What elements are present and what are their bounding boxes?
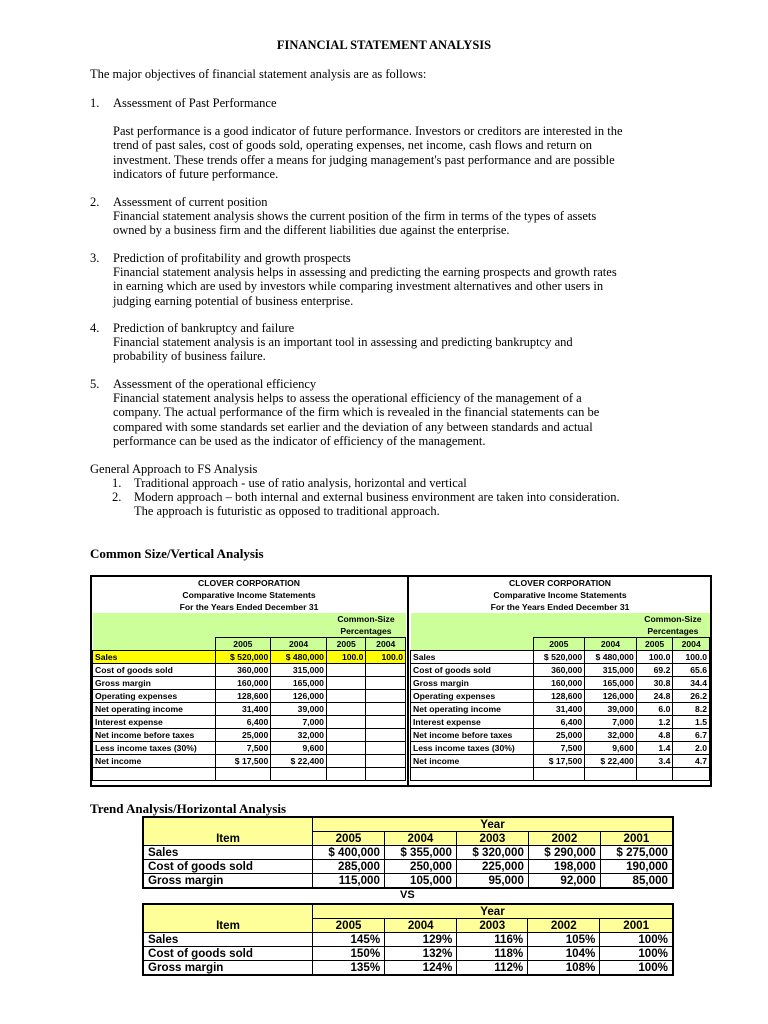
amount-cell: $ 22,400 (585, 755, 637, 768)
objective-number: 1. (90, 96, 100, 110)
row-label: Operating expenses (93, 690, 216, 703)
amount-cell: 25,000 (215, 729, 271, 742)
amount-cell: $ 480,000 (585, 651, 637, 664)
objective-body (90, 391, 730, 448)
approach-item (112, 476, 732, 490)
trend-amounts-table (142, 816, 674, 889)
amount-cell: 126,000 (271, 690, 327, 703)
table-row (143, 961, 673, 976)
table-row (143, 860, 673, 874)
objective-item (90, 195, 730, 238)
year-row (93, 638, 406, 651)
row-label: Gross margin (143, 874, 313, 889)
year-header: 2005 (326, 638, 366, 651)
row-label: Net operating income (93, 703, 216, 716)
objective-heading: Assessment of Past Performance (113, 96, 277, 110)
amount-cell: $ 22,400 (271, 755, 327, 768)
percent-cell: 30.8 (636, 677, 673, 690)
row-label: Less income taxes (30%) (93, 742, 216, 755)
blank-cell (585, 768, 637, 781)
objective-body (90, 124, 730, 181)
statement-subtitle: Comparative Income Statements (182, 590, 316, 600)
approach-line: Modern approach – both internal and external business environment are taken into consideration. (134, 490, 620, 505)
body-line: probability of business failure. (113, 349, 266, 364)
blank-cell (215, 768, 271, 781)
year-label: Year (313, 817, 674, 832)
percent-cell (326, 742, 366, 755)
row-label: Gross margin (411, 677, 534, 690)
amount-cell: 25,000 (533, 729, 585, 742)
percent-cell: 1.4 (636, 742, 673, 755)
value-cell: 250,000 (384, 860, 456, 874)
table-row (93, 742, 406, 755)
approach-line: The approach is futuristic as opposed to traditional approach. (134, 504, 440, 519)
cs-header: Percentages (636, 625, 709, 638)
value-cell: 198,000 (528, 860, 600, 874)
year-header: 2003 (457, 919, 528, 933)
objective-item (90, 96, 730, 181)
amount-cell: 6,400 (215, 716, 271, 729)
trend-percents-table (142, 903, 674, 976)
item-header: Item (143, 832, 313, 846)
trend-title: Trend Analysis/Horizontal Analysis (90, 801, 287, 816)
row-label: Net income before taxes (411, 729, 534, 742)
percent-cell (326, 703, 366, 716)
body-line: Financial statement analysis helps in assessing and predicting the earning prospects and growth rates (113, 265, 617, 280)
year-header: 2004 (385, 919, 457, 933)
objective-body (90, 335, 730, 363)
column-header-row (143, 919, 673, 933)
value-cell: 129% (385, 933, 457, 947)
percent-cell (326, 690, 366, 703)
percent-cell (326, 716, 366, 729)
percent-cell: 100.0 (673, 651, 710, 664)
percent-cell: 6.0 (636, 703, 673, 716)
table-row (411, 664, 710, 677)
approach-list (112, 476, 732, 519)
blank-cell (636, 768, 673, 781)
body-line: judging earning potential of business enterprise. (113, 293, 354, 308)
value-cell: 105,000 (384, 874, 456, 889)
amount-cell: $ 17,500 (533, 755, 585, 768)
cs-header: Percentages (326, 625, 405, 638)
table-row (411, 703, 710, 716)
row-label: Net income (411, 755, 534, 768)
amount-cell: 7,500 (215, 742, 271, 755)
year-header: 2003 (456, 832, 528, 846)
percent-cell: 6.7 (673, 729, 710, 742)
body-line: performance can be used as the indicator of efficiency of the management. (113, 433, 486, 448)
body-line: owned by a business firm and the different liabilities due against the enterprise. (113, 223, 510, 238)
table-title-row (93, 601, 406, 613)
amount-cell: 315,000 (271, 664, 327, 677)
row-label: Cost of goods sold (143, 947, 313, 961)
body-line: investment. These trends offer a means for judging management's past performance and are possible (113, 152, 615, 167)
amount-cell: $ 520,000 (533, 651, 585, 664)
blank-cell (93, 768, 216, 781)
approach-number: 2. (112, 490, 122, 505)
objective-number: 5. (90, 377, 100, 391)
table-row (93, 651, 406, 664)
amount-cell: 39,000 (271, 703, 327, 716)
percent-cell: 65.6 (673, 664, 710, 677)
year-header: 2004 (673, 638, 710, 651)
year-header: 2005 (313, 919, 385, 933)
percent-cell: 24.8 (636, 690, 673, 703)
amount-cell: 7,000 (585, 716, 637, 729)
value-cell: 225,000 (456, 860, 528, 874)
value-cell: 190,000 (600, 860, 673, 874)
value-cell: $ 320,000 (456, 846, 528, 860)
value-cell: 85,000 (600, 874, 673, 889)
objective-heading: Assessment of the operational efficiency (113, 377, 317, 391)
value-cell: 115,000 (313, 874, 385, 889)
value-cell: 100% (600, 947, 673, 961)
table-row (411, 742, 710, 755)
percent-cell: 3.4 (636, 755, 673, 768)
percent-cell (366, 677, 406, 690)
table-row (93, 690, 406, 703)
value-cell: 105% (528, 933, 600, 947)
body-line: Financial statement analysis is an important tool in assessing and predicting bankruptcy and (113, 335, 573, 350)
table-row (143, 933, 673, 947)
percent-cell: 8.2 (673, 703, 710, 716)
row-label: Sales (143, 846, 313, 860)
year-header: 2002 (528, 832, 600, 846)
amount-cell: 32,000 (271, 729, 327, 742)
vs-label: VS (400, 889, 415, 901)
body-line: compared with some standards set earlier and the deviation of any between standards and actual (113, 419, 593, 434)
company-name: CLOVER CORPORATION (197, 578, 300, 588)
percent-cell (366, 755, 406, 768)
common-size-divider (407, 575, 409, 787)
percent-cell: 100.0 (636, 651, 673, 664)
value-cell: 150% (313, 947, 385, 961)
table-title-row (411, 589, 710, 601)
value-cell: $ 400,000 (313, 846, 385, 860)
table-row (411, 690, 710, 703)
table-title-row (411, 601, 710, 613)
body-line: in earning which are used by investors while comparing investment alternatives and other users in (113, 279, 604, 294)
year-header: 2004 (384, 832, 456, 846)
approach-item (112, 490, 732, 518)
table-row (93, 755, 406, 768)
blank-cell (411, 638, 534, 651)
row-label: Less income taxes (30%) (411, 742, 534, 755)
percent-cell: 34.4 (673, 677, 710, 690)
approach-number: 1. (112, 476, 122, 490)
amount-cell: $ 480,000 (271, 651, 327, 664)
value-cell: 132% (385, 947, 457, 961)
amount-cell: 31,400 (215, 703, 271, 716)
statement-subtitle: Comparative Income Statements (493, 590, 627, 600)
table-row (411, 729, 710, 742)
percent-cell: 100.0 (366, 651, 406, 664)
table-row (411, 651, 710, 664)
blank-cell (93, 613, 327, 625)
body-line: indicators of future performance. (113, 166, 279, 181)
objective-item (90, 321, 730, 364)
amount-cell: 7,000 (271, 716, 327, 729)
table-row (93, 729, 406, 742)
objective-heading: Assessment of current position (113, 195, 268, 209)
header-row (93, 613, 406, 625)
year-header: 2001 (600, 832, 673, 846)
objective-item (90, 377, 730, 448)
statement-period: For the Years Ended December 31 (490, 602, 630, 612)
blank-cell (411, 613, 637, 625)
amount-cell: 165,000 (271, 677, 327, 690)
objective-number: 3. (90, 251, 100, 265)
amount-cell: 165,000 (585, 677, 637, 690)
amount-cell: 9,600 (271, 742, 327, 755)
year-label: Year (313, 904, 674, 919)
year-header: 2004 (366, 638, 406, 651)
amount-cell: 315,000 (585, 664, 637, 677)
blank-cell (271, 768, 327, 781)
value-cell: 145% (313, 933, 385, 947)
column-header-row (143, 832, 673, 846)
objective-body (90, 209, 730, 237)
amount-cell: $ 520,000 (215, 651, 271, 664)
row-label: Interest expense (93, 716, 216, 729)
amount-cell: 360,000 (215, 664, 271, 677)
cs-header: Common-Size (326, 613, 405, 625)
header-row (411, 625, 710, 638)
row-label: Net income (93, 755, 216, 768)
body-line: Past performance is a good indicator of future performance. Investors or creditors are interested in the (113, 124, 623, 139)
row-label: Cost of goods sold (143, 860, 313, 874)
approach-line: Traditional approach - use of ratio analysis, horizontal and vertical (134, 476, 467, 490)
percent-cell (366, 690, 406, 703)
objective-number: 2. (90, 195, 100, 209)
percent-cell: 1.2 (636, 716, 673, 729)
year-header: 2005 (313, 832, 385, 846)
blank-cell (673, 768, 710, 781)
header-row (93, 625, 406, 638)
page-title: FINANCIAL STATEMENT ANALYSIS (276, 38, 492, 52)
blank-cell (93, 638, 216, 651)
amount-cell: 39,000 (585, 703, 637, 716)
amount-cell: 360,000 (533, 664, 585, 677)
table-row (93, 664, 406, 677)
percent-cell (326, 664, 366, 677)
value-cell: 100% (600, 933, 673, 947)
table-row (93, 677, 406, 690)
company-name: CLOVER CORPORATION (508, 578, 611, 588)
percent-cell (366, 716, 406, 729)
year-header: 2005 (636, 638, 673, 651)
value-cell: 112% (457, 961, 528, 976)
percent-cell: 69.2 (636, 664, 673, 677)
amount-cell: 160,000 (215, 677, 271, 690)
blank-cell (533, 768, 585, 781)
percent-cell (326, 729, 366, 742)
common-size-table-left (92, 577, 406, 781)
value-cell: 100% (600, 961, 673, 976)
blank-cell (143, 904, 313, 919)
year-header: 2002 (528, 919, 600, 933)
amount-cell: 128,600 (533, 690, 585, 703)
blank-cell (143, 817, 313, 832)
row-label: Cost of goods sold (411, 664, 534, 677)
common-size-title: Common Size/Vertical Analysis (90, 546, 264, 561)
blank-cell (411, 768, 534, 781)
row-label: Sales (93, 651, 216, 664)
percent-cell (366, 729, 406, 742)
value-cell: 285,000 (313, 860, 385, 874)
table-row (143, 947, 673, 961)
value-cell: 116% (457, 933, 528, 947)
table-title-row (411, 577, 710, 589)
table-row (411, 716, 710, 729)
percent-cell (366, 664, 406, 677)
objective-heading: Prediction of profitability and growth prospects (113, 251, 351, 265)
body-line: company. The actual performance of the firm which is revealed in the financial statements can be (113, 405, 600, 420)
amount-cell: 31,400 (533, 703, 585, 716)
objective-item (90, 251, 730, 308)
approach-heading: General Approach to FS Analysis (90, 462, 258, 476)
blank-cell (93, 625, 327, 638)
amount-cell: 6,400 (533, 716, 585, 729)
value-cell: 118% (457, 947, 528, 961)
year-label-row (143, 904, 673, 919)
value-cell: 108% (528, 961, 600, 976)
value-cell: $ 355,000 (384, 846, 456, 860)
amount-cell: 7,500 (533, 742, 585, 755)
body-line: Financial statement analysis helps to assess the operational efficiency of the management of a (113, 391, 582, 406)
percent-cell: 100.0 (326, 651, 366, 664)
table-row (93, 703, 406, 716)
table-title-row (93, 577, 406, 589)
table-row (93, 716, 406, 729)
blank-row (93, 768, 406, 781)
amount-cell: 9,600 (585, 742, 637, 755)
year-header: 2004 (271, 638, 327, 651)
table-title-row (93, 589, 406, 601)
value-cell: $ 290,000 (528, 846, 600, 860)
row-label: Gross margin (93, 677, 216, 690)
percent-cell (326, 755, 366, 768)
percent-cell (366, 742, 406, 755)
value-cell: $ 275,000 (600, 846, 673, 860)
year-header: 2004 (585, 638, 637, 651)
amount-cell: 160,000 (533, 677, 585, 690)
objective-body (90, 265, 730, 308)
blank-row (411, 768, 710, 781)
table-row (411, 677, 710, 690)
value-cell: 95,000 (456, 874, 528, 889)
percent-cell (366, 703, 406, 716)
blank-cell (366, 768, 406, 781)
row-label: Net operating income (411, 703, 534, 716)
percent-cell: 2.0 (673, 742, 710, 755)
amount-cell: 126,000 (585, 690, 637, 703)
value-cell: 124% (385, 961, 457, 976)
header-row (411, 613, 710, 625)
row-label: Sales (143, 933, 313, 947)
percent-cell (326, 677, 366, 690)
blank-cell (326, 768, 366, 781)
body-line: Financial statement analysis shows the current position of the firm in terms of the types of assets (113, 209, 597, 224)
body-line: trend of past sales, cost of goods sold, operating expenses, net income, cash flows and return on (113, 138, 593, 153)
cs-header: Common-Size (636, 613, 709, 625)
row-label: Sales (411, 651, 534, 664)
row-label: Operating expenses (411, 690, 534, 703)
percent-cell: 4.8 (636, 729, 673, 742)
statement-period: For the Years Ended December 31 (179, 602, 319, 612)
item-header: Item (143, 919, 313, 933)
year-label-row (143, 817, 673, 832)
row-label: Cost of goods sold (93, 664, 216, 677)
blank-cell (411, 625, 637, 638)
value-cell: 135% (313, 961, 385, 976)
year-header: 2005 (215, 638, 271, 651)
amount-cell: 32,000 (585, 729, 637, 742)
percent-cell: 26.2 (673, 690, 710, 703)
table-row (143, 874, 673, 889)
row-label: Net income before taxes (93, 729, 216, 742)
row-label: Gross margin (143, 961, 313, 976)
percent-cell: 4.7 (673, 755, 710, 768)
amount-cell: $ 17,500 (215, 755, 271, 768)
intro-text: The major objectives of financial statement analysis are as follows: (90, 67, 427, 81)
year-header: 2001 (600, 919, 673, 933)
year-row (411, 638, 710, 651)
table-row (411, 755, 710, 768)
table-row (143, 846, 673, 860)
value-cell: 92,000 (528, 874, 600, 889)
objective-number: 4. (90, 321, 100, 335)
year-header: 2005 (533, 638, 585, 651)
value-cell: 104% (528, 947, 600, 961)
common-size-table-right (410, 577, 710, 781)
amount-cell: 128,600 (215, 690, 271, 703)
percent-cell: 1.5 (673, 716, 710, 729)
row-label: Interest expense (411, 716, 534, 729)
objective-heading: Prediction of bankruptcy and failure (113, 321, 295, 335)
